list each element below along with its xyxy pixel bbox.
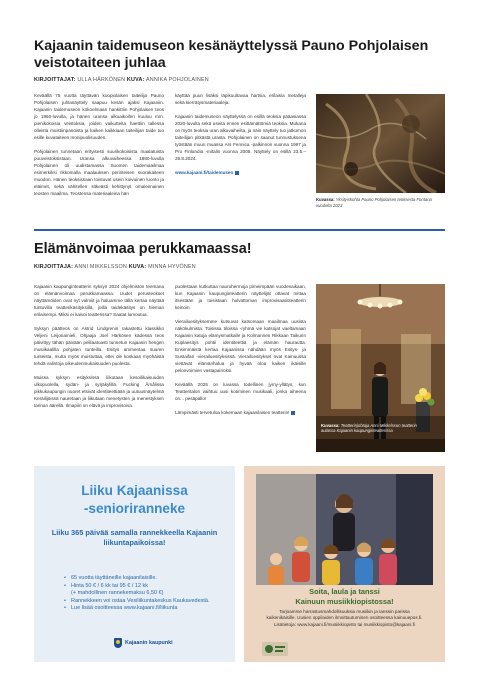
- ad-title: [248, 587, 441, 607]
- byline-label: KIRJOITTAJA:: [34, 264, 74, 270]
- paragraph: Syksyn päätteos on Astrid Lindgrenin rakastettu klassikko Veljeni Leijonamieli. Ohjaaja Joel Härkösen kädessä teos päivittyy tähän päivään pelilaatoasti tunnetun Kajaanin hengen musiikaalilla pohjaten tunteilla. Esitys ammentaa suuren tunteista, mutta myös muistuttaa, ettei ole koskaan myöhäistä tehdä valintoja oikeudenmukaisuuden puolesta.: [34, 326, 164, 366]
- paragraph: Keväällä 75 vuotta täyttävän kuopiolaisen taiteilija Pauno Pohjolaisen juhlanäyttely saapuu kesän ajaksi Kajaaniin. Kajaanin taidemuseon kokoelmaan hankittiin Pohjolaisen teos jo 1960-luvulla, ja hänen uransa alkuaikoihin kuuluu mm. pienikokoisia veistoksia, joiden vaikutteita haettiin tallessa olleista muistiinpanoista ja kaiken kaikkiaan taiteilijan taide tuo esille kuvataiteen monipuolisuuden.: [34, 93, 164, 140]
- ad-bullet-list: [64, 575, 229, 613]
- ad-title-line: -senioriranneke: [83, 501, 186, 516]
- paragraph: Muissa syksyn esityksissä liikutaan kesoilikaisuuden ulkopuolella, sydän- ja syrjäkylillä. Fucking Åmålissa pikkukaupungin nuoret etsivät identiteettiään ja uutuusnäytelmä Keräilijöissä nauretaan ja liikutaan menetysten ja menestyksen tarinan äärellä. Ilmapiiri on elävä ja improvisoiva.: [34, 375, 164, 408]
- child-figure: [292, 537, 310, 583]
- article-byline: [34, 264, 196, 270]
- paragraph: Kajaanin kaupunginteatterin syksyn 2024 ohjelmiston teemana on elämänvoimaa perukkamaassa. Uudet perusteokset näyttämöiden ovat nyt valmiit ja haluamme tällä kertaa näyttää tuntuvilla teatterikäsityksillä, joilla taidekäsitys on hieman erilaisempi. Miksi ei kaivoi teatterissa? Saatat lumoutua.: [34, 284, 164, 317]
- sculpture-photo: [316, 94, 445, 193]
- child-figure: [322, 545, 340, 586]
- city-crest-icon: [114, 638, 122, 648]
- child-figure: [355, 543, 373, 586]
- list-item[interactable]: • Lue lisää osoitteessa www.kajaani.fi/liikunta: [64, 605, 229, 613]
- paragraph: Lämpimästi tervetuloa kokemaan kajaanilaisen teatterin!: [175, 410, 290, 415]
- section-divider: [34, 229, 445, 231]
- senior-wristband-ad[interactable]: [34, 466, 235, 662]
- music-school-ad[interactable]: [244, 466, 445, 662]
- caption-label: Kuvassa:: [321, 423, 340, 428]
- child-figure: [379, 539, 397, 586]
- byline-photo-label: KUVA:: [128, 264, 147, 270]
- caption-label: Kuvassa:: [316, 197, 335, 202]
- ad-body-text: Tarjoamme harrastusmahdollisuuksia musiikin ja tanssin parissa kaikenikäisille. Uusien oppilaiden ilmoittautuminen osoitteessa kainuuepos.fi. Lisätietoja: www.kajaani.fi/musiikkiopisto tai musiikkiopisto@kajaani.fi: [266, 609, 423, 627]
- caption-text: Teatterinjohtaja Anni Mikkelsson teatterin aulassa Kajaanin kaupunginteatterissa: [321, 423, 417, 434]
- city-logo-text: Kajaanin kaupunki: [125, 640, 173, 646]
- music-school-logo-icon: [262, 642, 288, 656]
- photo-caption: [321, 423, 421, 434]
- list-item: (+ mahdollinen rannekemaksu 6,50 €): [71, 590, 164, 597]
- byline-writers: ULLA HÄRKÖNEN: [77, 77, 126, 83]
- list-item: • 65 vuotta täyttäneille kajaanilaisille.: [64, 575, 229, 583]
- photo-caption: [316, 197, 445, 208]
- article-title: Kajaanin taidemuseon kesänäyttelyssä Pauno Pohjolaisen veistotaiteen juhlaa: [34, 38, 429, 71]
- article-column-1: [34, 283, 164, 416]
- list-item: • Rannekkeen voi ostaa Vesiliikuntakeskus Kaukavedestä.: [64, 598, 229, 606]
- end-mark-icon: [235, 171, 239, 175]
- ad-subtitle: Liiku 365 päivää samalla rannekkeella Kajaanin liikuntapaikoissa!: [51, 528, 218, 547]
- byline-label: KIRJOITTAJAT:: [34, 77, 76, 83]
- byline-writer: ANNI MIKKELSSON: [74, 264, 127, 270]
- paragraph: Kajaanin taidemuseon näyttelyssä on esillä teoksia pääasiassa 2020-luvulta sekä useita ennen esittämättömiä teoksia. Mukana on myös teoksia uran alkuvaiheilta, ja näin näyttely tuo jatkumon taiteilijan pitkästä urasta. Pohjolainen on saanut tunnustuksena työstään muun muassa Ars Fennica -palkinnon vuonna 1997 ja Pro Finlandia -mitalin vuonna 2005. Näyttely on esillä 23.5.–25.8.2024.: [175, 114, 306, 161]
- ad-title-line: Soita, laula ja tanssi: [309, 587, 380, 596]
- byline-photo-label: KUVA:: [126, 77, 145, 83]
- paragraph: puolestaan kutkuttaa nauruhermoja pimeimpään vuodenaikaan, kun Kajaanin kaupunginteatterin näyttelijät ottavat mittaa itsestään ja toisistaan hulvattoman improvisaatioteatterin keinoin.: [175, 284, 306, 310]
- child-figure: [268, 553, 284, 585]
- article-column-2: [175, 92, 306, 183]
- byline-photographer: ANNIKA POHJOLAINEN: [145, 77, 209, 83]
- article-byline: [34, 77, 209, 83]
- teacher-figure: [333, 494, 355, 551]
- byline-photographer: MINNA HYVÖNEN: [148, 264, 196, 270]
- paragraph: Keväällä 2025 on luvassa todellinen jymy-yllätys, kun Teatteritalon vaihtuu uusi kotiminen musikaali, jonka aiheena on... pesäpallo!: [175, 382, 306, 401]
- paragraph: käyttää puun lisäksi läpikuultavaa hartsia, erilaisia metalleja sekä kierrätysmateriaaleja.: [175, 93, 306, 105]
- paragraph: Pohjolainen tunnetaan erityisesti suurikokoisista maalatuista puuveistoksistaan. Uransa alkuvaiheessa 1980-luvulla Pohjolainen oli uudistamassa Suomen taidemaailmaa esimerkiksi rikkomalla maalauksen perinteisen suorakaiteen muodon. Hänen teoksissaan toistuvat usein koivuinen luonto ja eläimet, sekä vähitellen sitkeästi kehittynyt omaleimainen teosten maailma. Teostensa materiaaleina hän: [34, 149, 164, 196]
- ad-title-line: Liiku Kajaanissa: [81, 483, 188, 498]
- article-column-2: [175, 283, 306, 423]
- end-mark-icon: [291, 411, 295, 415]
- article-column-1: [34, 92, 164, 204]
- music-class-photo: [256, 474, 433, 585]
- list-item: • Hinta 50 € / 6 kk tai 95 € / 12 kk: [64, 583, 229, 591]
- museum-link[interactable]: www.kajaani.fi/taidemuseo: [175, 170, 234, 175]
- ad-title-line: Kainuun musiikkiopistossa!: [295, 597, 394, 606]
- city-logo: [114, 637, 173, 649]
- paragraph: Vierailuesityksemme kutsuvat katsomaan maailmaa uusista näkökulmista. Toisissa tiloissa -ryhmä vie katsojat vaeltamaan Kajaanin katuja elämysmatkalle ja Kolmannen Rikkaan Taikurin Kuplaesitys pohtii identiteettiä ja elämän haurautta. Ensimmäistä kertaa Kajaanissa nähdään myös Esitys- ja Sustaifari -vierailuesityksissä. Vierailuesitykset ovat Kainuussa viettävät elämänhalua ja hyvää oloa kaiken ikäisille pelonvoimien vastapainoksi.: [175, 319, 306, 373]
- caption-text: Yksityiskohta Pauno Pohjolaisen teoksesta Fontana vuodelta 2023: [316, 197, 432, 208]
- ad-title: [44, 482, 225, 518]
- article-title: Elämänvoimaa perukkamaassa!: [34, 241, 252, 257]
